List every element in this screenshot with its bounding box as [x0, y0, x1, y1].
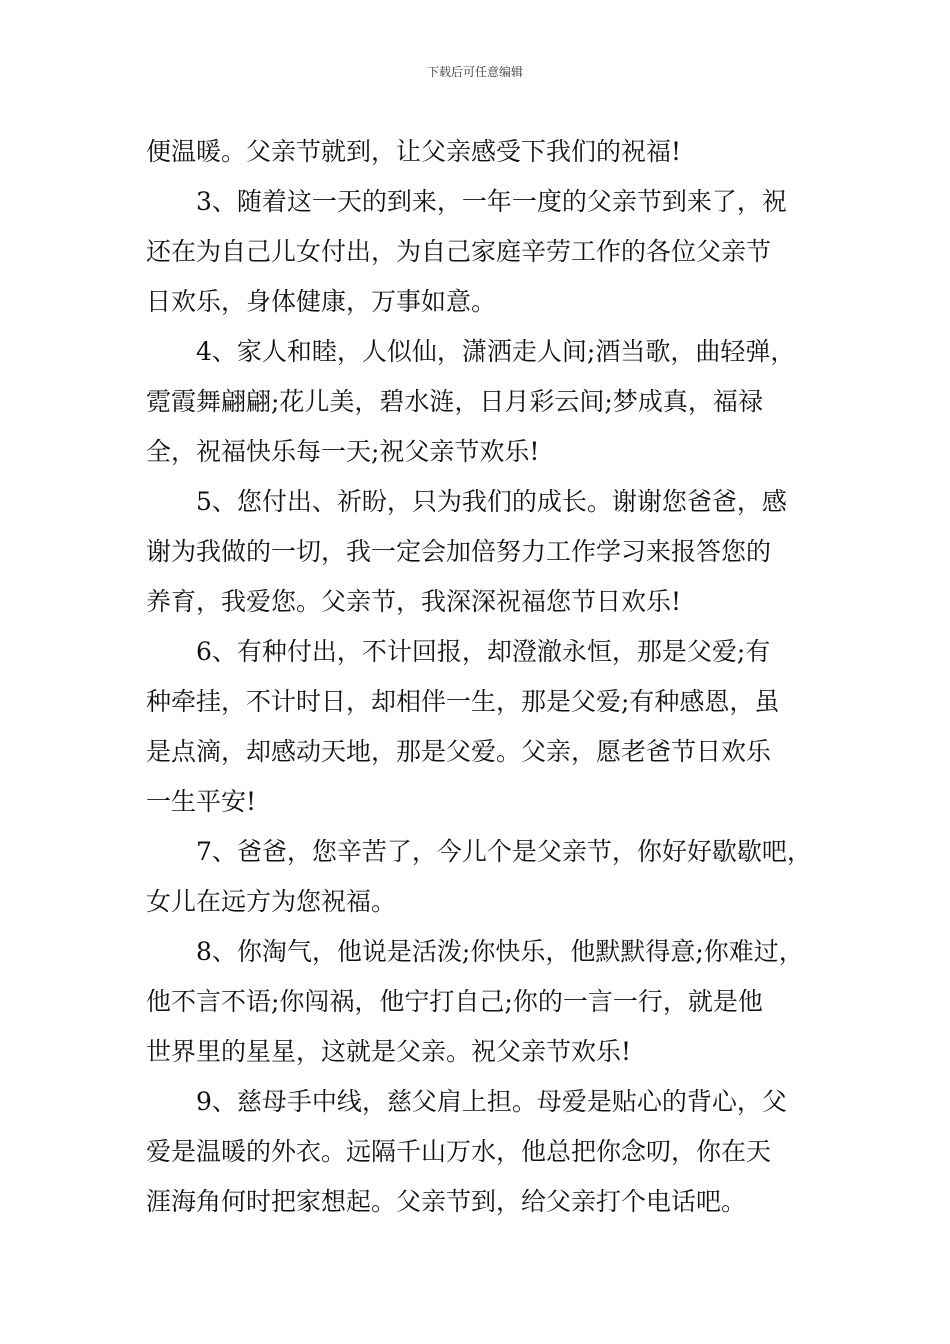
page-header: 下载后可任意编辑 [426, 65, 523, 79]
text-line: 霓霞舞翩翩;花儿美，碧水涟，日月彩云间;梦成真，福禄 [146, 387, 763, 416]
text-line: 5、您付出、祈盼，只为我们的成长。谢谢您爸爸，感 [196, 487, 787, 516]
text-line: 4、家人和睦，人似仙，潇洒走人间;酒当歌，曲轻弹， [196, 337, 796, 366]
text-line: 他不言不语;你闯祸，他宁打自己;你的一言一行，就是他 [146, 987, 763, 1016]
text-line: 7、爸爸，您辛苦了，今儿个是父亲节，你好好歇歇吧， [196, 837, 812, 866]
text-line: 9、慈母手中线，慈父肩上担。母爱是贴心的背心，父 [196, 1087, 787, 1116]
text-line: 一生平安! [146, 787, 257, 816]
paragraph [146, 127, 816, 177]
paragraph [146, 1077, 816, 1227]
paragraph [146, 327, 816, 477]
paragraph [146, 827, 816, 927]
text-line: 女儿在远方为您祝福。 [146, 887, 397, 916]
text-line: 种牵挂，不计时日，却相伴一生，那是父爱;有种感恩，虽 [146, 687, 780, 716]
text-line: 爱是温暖的外衣。远隔千山万水，他总把你念叨，你在天 [146, 1137, 772, 1166]
text-line: 是点滴，却感动天地，那是父爱。父亲，愿老爸节日欢乐 [146, 737, 772, 766]
text-line: 全，祝福快乐每一天;祝父亲节欢乐! [146, 437, 540, 466]
paragraph [146, 177, 816, 327]
text-line: 养育，我爱您。父亲节，我深深祝福您节日欢乐! [146, 587, 682, 616]
text-line: 日欢乐，身体健康，万事如意。 [146, 287, 497, 316]
text-line: 涯海角何时把家想起。父亲节到，给父亲打个电话吧。 [146, 1187, 747, 1216]
text-line: 6、有种付出，不计回报，却澄澈永恒，那是父爱;有 [196, 637, 771, 666]
document-body [146, 127, 816, 1227]
paragraph [146, 627, 816, 827]
text-line: 还在为自己儿女付出，为自己家庭辛劳工作的各位父亲节 [146, 237, 772, 266]
paragraph [146, 927, 816, 1077]
text-line: 便温暖。父亲节就到，让父亲感受下我们的祝福! [146, 137, 682, 166]
text-line: 谢为我做的一切，我一定会加倍努力工作学习来报答您的 [146, 537, 772, 566]
text-line: 3、随着这一天的到来，一年一度的父亲节到来了，祝 [196, 187, 787, 216]
paragraph [146, 477, 816, 627]
text-line: 8、你淘气，他说是活泼;你快乐，他默默得意;你难过， [196, 937, 804, 966]
text-line: 世界里的星星，这就是父亲。祝父亲节欢乐! [146, 1037, 632, 1066]
